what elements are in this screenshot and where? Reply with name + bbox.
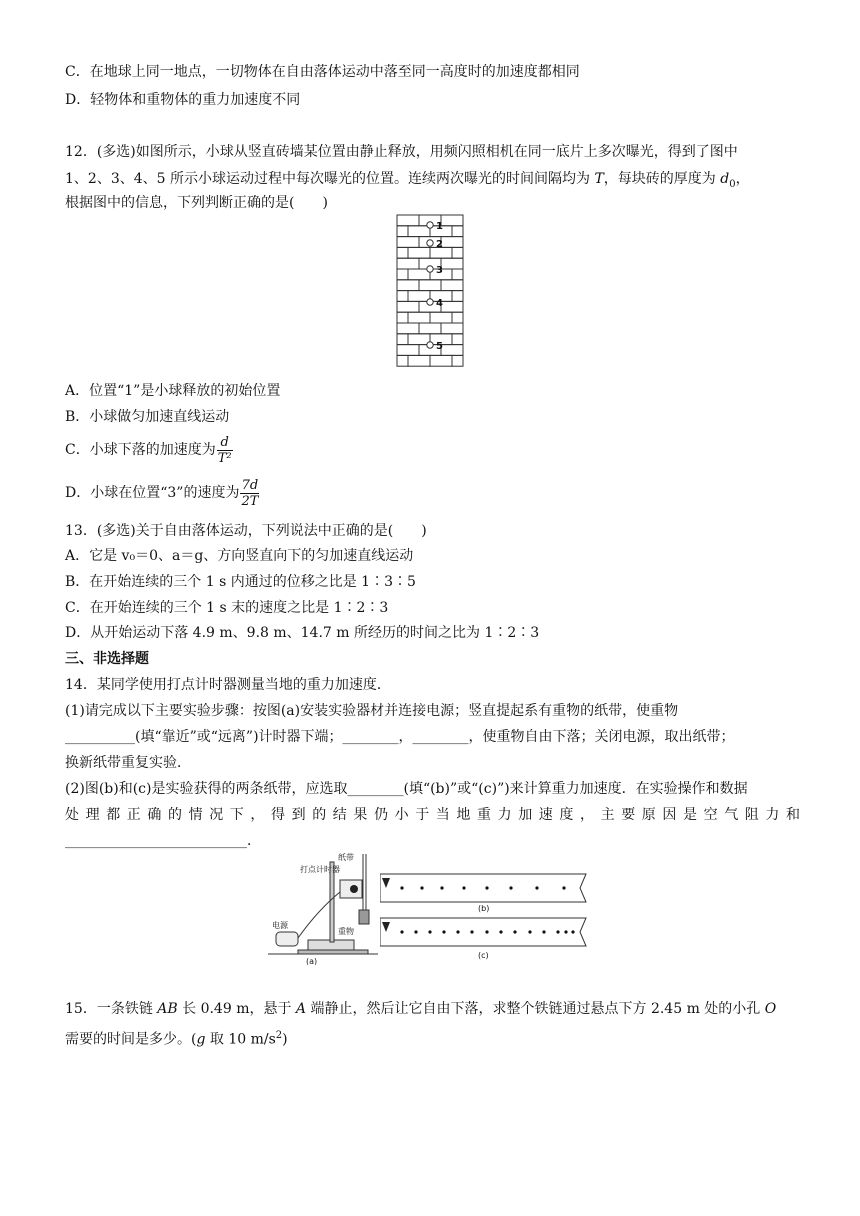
q12-option-b: B．小球做匀加速直线运动 [65, 409, 230, 425]
ball-label-1: 1 [436, 221, 443, 232]
brick [419, 323, 441, 334]
q14-part1-line1: (1)请完成以下主要实验步骤：按图(a)安装实验器材并连接电源；竖直提起系有重物的纸带，使重物 [65, 703, 679, 719]
label-weight: 重物 [338, 927, 354, 936]
tape-dot [400, 930, 403, 933]
tape-dot [456, 930, 459, 933]
brick [397, 247, 408, 258]
q13-option-b: B．在开始连续的三个 1 s 内通过的位移之比是 1∶3∶5 [65, 574, 416, 590]
tape-dot [571, 930, 574, 933]
brick [397, 345, 419, 356]
ball-label-2: 2 [436, 239, 443, 250]
tape-dot [499, 930, 502, 933]
brick [441, 345, 463, 356]
brick [397, 215, 419, 226]
q12-stem-line3: 根据图中的信息，下列判断正确的是( ) [65, 195, 328, 211]
ball-label-5: 5 [436, 341, 443, 352]
brick [397, 355, 408, 366]
ball-positions [427, 222, 433, 348]
q14-part2-line2: 处理都正确的情况下，得到的结果仍小于当地重力加速度，主要原因是空气阻力和 [65, 807, 800, 823]
q13-option-c: C．在开始连续的三个 1 s 末的速度之比是 1∶2∶3 [65, 600, 389, 616]
apparatus-figure [268, 850, 380, 965]
brick [452, 226, 463, 237]
brick [441, 215, 463, 226]
brick [408, 355, 430, 366]
brick [430, 355, 452, 366]
brick [397, 323, 419, 334]
tape-dot [400, 886, 403, 889]
brick [441, 280, 463, 291]
brick [452, 291, 463, 302]
tape-dot [428, 930, 431, 933]
brick [408, 334, 430, 345]
ball-label-3: 3 [436, 265, 443, 276]
tape-dot [440, 886, 443, 889]
label-fig-a: (a) [306, 957, 318, 965]
brick [452, 247, 463, 258]
brick [397, 312, 408, 323]
brick [397, 258, 419, 269]
brick [397, 301, 419, 312]
brick [397, 237, 419, 248]
brick [452, 269, 463, 280]
tape-dot [414, 930, 417, 933]
tape-dot [564, 930, 567, 933]
section-title: 三、非选择题 [65, 651, 149, 667]
brick [441, 301, 463, 312]
prev-option-c: C．在地球上同一地点，一切物体在自由落体运动中落至同一高度时的加速度都相同 [65, 64, 580, 80]
tape-dot [485, 886, 488, 889]
paper-tapes-figure [380, 870, 590, 962]
q12-option-d: D．小球在位置“3”的速度为 $\frac{7d}{2T}$ [65, 477, 259, 509]
tape-dot [535, 886, 538, 889]
tape-dot [420, 886, 423, 889]
brick [441, 237, 463, 248]
label-timer: 打点计时器 [300, 865, 340, 874]
ball-position-5 [427, 342, 433, 348]
tape-dot [513, 930, 516, 933]
label-fig-c: (c) [478, 951, 489, 960]
tape-dot [542, 930, 545, 933]
label-fig-b: (b) [478, 904, 490, 913]
brick [452, 312, 463, 323]
brick [441, 258, 463, 269]
brick [397, 334, 408, 345]
tape-dot [528, 930, 531, 933]
q15-line2: 需要的时间是多少。(g 取 10 $m/s^2$) [65, 1030, 288, 1048]
ball-position-4 [427, 299, 433, 305]
brick [441, 323, 463, 334]
label-tape: 纸带 [338, 853, 354, 862]
q15-line1: 15．一条铁链 AB 长 0.49 m，悬于 A 端静止，然后让它自由下落，求整个铁链通过悬点下方 2.45 m 处的小孔 O [65, 1001, 777, 1017]
brick [408, 247, 430, 258]
q14-stem: 14．某同学使用打点计时器测量当地的重力加速度． [65, 677, 391, 693]
tape-dot [442, 930, 445, 933]
brick [397, 291, 408, 302]
brick [408, 312, 430, 323]
tape-dot [462, 886, 465, 889]
q14-part1-line3: 换新纸带重复实验． [65, 755, 191, 771]
tape-dot [509, 886, 512, 889]
brick [452, 334, 463, 345]
tape-dot [470, 930, 473, 933]
brick [408, 291, 430, 302]
brick [397, 280, 419, 291]
q13-option-d: D．从开始运动下落 4.9 m、9.8 m、14.7 m 所经历的时间之比为 1∶2∶3 [65, 625, 540, 641]
q13-stem: 13．(多选)关于自由落体运动，下列说法中正确的是( ) [65, 523, 427, 539]
q14-part2-line3: __________________________． [65, 833, 261, 849]
brick [397, 269, 408, 280]
prev-option-d: D．轻物体和重物体的重力加速度不同 [65, 92, 301, 108]
tape-dot [556, 930, 559, 933]
q12-stem-line2: 1、2、3、4、5 所示小球运动过程中每次曝光的位置。连续两次曝光的时间间隔均为 T，每块砖的厚度为 $d_0$， [65, 171, 750, 190]
q12-option-a: A．位置“1”是小球释放的初始位置 [65, 383, 281, 399]
label-power: 电源 [272, 921, 288, 930]
ball-label-4: 4 [436, 298, 443, 309]
ball-position-2 [427, 240, 433, 246]
brick [430, 312, 452, 323]
brick [408, 226, 430, 237]
q12-option-c: C．小球下落的加速度为 $\frac{d}{\text{T²}}$ [65, 434, 232, 466]
tape-dot [485, 930, 488, 933]
q14-part1-line2: __________(填“靠近”或“远离”)计时器下端；________，________，使重物自由下落；关闭电源，取出纸带； [65, 729, 735, 745]
q14-part2-line1: (2)图(b)和(c)是实验获得的两条纸带，应选取________(填“(b)”或“(c)”)来计算重力加速度．在实验操作和数据 [65, 781, 748, 797]
brick [397, 226, 408, 237]
tape-dot [562, 886, 565, 889]
q12-stem-line1: 12．(多选)如图所示，小球从竖直砖墙某位置由静止释放，用频闪照相机在同一底片上多次曝光，得到了图中 [65, 144, 738, 160]
brick [452, 355, 463, 366]
ball-position-3 [427, 266, 433, 272]
q13-option-a: A．它是 v₀＝0、a＝g、方向竖直向下的匀加速直线运动 [65, 548, 414, 564]
brick [419, 280, 441, 291]
ball-position-1 [427, 222, 433, 228]
brick-wall-figure [396, 214, 464, 374]
